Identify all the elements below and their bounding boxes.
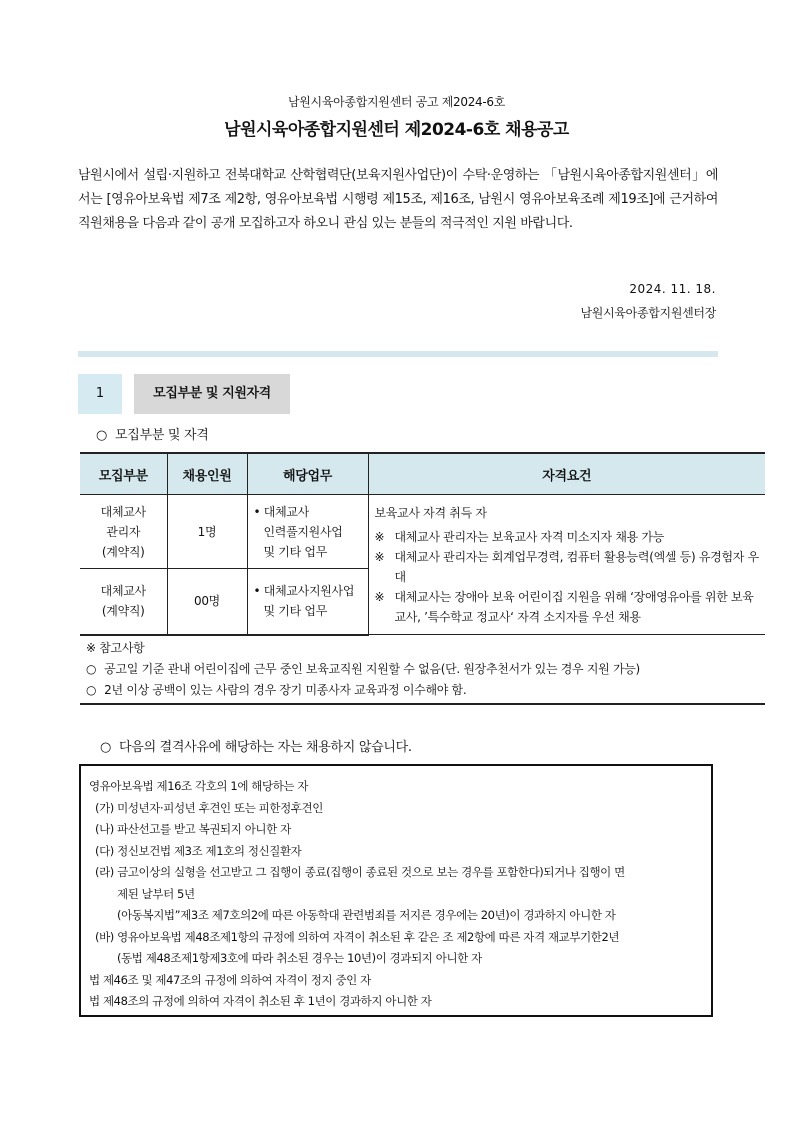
disqualification-line: (동법 제48조제1항제3호에 따라 취소된 경우는 10년)이 경과되지 아니한 자: [117, 951, 482, 965]
reference-mark-icon: ※: [374, 549, 385, 564]
disqualification-line: 법 제48조의 규정에 의하여 자격이 취소된 후 1년이 경과하지 아니한 자: [89, 994, 432, 1008]
reference-mark-icon: ※: [374, 589, 385, 604]
disqualification-line: (가) 미성년자·피성년 후견인 또는 피한정후견인: [95, 800, 323, 815]
table-row: [80, 495, 765, 569]
column-header: 해당업무: [247, 453, 368, 495]
qualification-note: ※ 대체교사는 장애아 보육 어린이집 지원을 위해 ‘장애영유아를 위한 보육교사, ’특수학교 정교사‘ 자격 소지자를 우선 채용: [375, 587, 765, 627]
circle-bullet-icon: ○: [86, 662, 97, 676]
reference-mark-icon: ※: [374, 529, 385, 544]
reference-heading: ※ 참고사항: [86, 641, 145, 655]
disqualification-line: 영유아보육법 제16조 각호의 1에 해당하는 자: [89, 779, 309, 793]
reference-item: ○ 공고일 기준 관내 어린이집에 근무 중인 보육교직원 지원할 수 없음(단. 원장추천서가 있는 경우 지원 가능): [80, 659, 765, 680]
reference-item: ○ 2년 이상 공백이 있는 사람의 경우 장기 미종사자 교육과정 이수해야 함.: [80, 680, 765, 701]
qualification-note: ※ 대체교사 관리자는 회계업무경력, 컴퓨터 활용능력(엑셀 등) 유경험자 우대: [375, 547, 765, 587]
disqualification-line: (다) 정신보건법 제3조 제1호의 정신질환자: [95, 843, 302, 858]
column-header: 자격요건: [368, 453, 765, 495]
notice-signer: 남원시육아종합지원센터장: [580, 306, 716, 320]
circle-bullet-icon: ○: [86, 683, 97, 697]
disqualification-box: [79, 764, 713, 1017]
qualification-main: 보육교사 자격 취득 자: [374, 505, 487, 520]
sub-heading-text: 모집부분 및 자격: [115, 428, 209, 443]
qualifications-cell: [368, 495, 765, 635]
disqualification-line: (라) 금고이상의 실형을 선고받고 그 집행이 종료(집행이 종료된 것으로 보는 경우를 포함한다)되거나 집행이 면: [95, 865, 625, 879]
circle-bullet-icon: ○: [96, 428, 108, 443]
sub-heading-disqualification: [100, 736, 412, 755]
qualification-note: ※ 대체교사 관리자는 보육교사 자격 미소지자 채용 가능: [375, 527, 765, 547]
notice-date: 2024. 11. 18.: [629, 282, 716, 296]
count-cell: 00명: [167, 569, 247, 635]
duty-cell: • 대체교사 인력풀지원사업 및 기타 업무: [247, 495, 368, 569]
disqualification-line: 제된 날부터 5년: [117, 886, 195, 901]
circle-bullet-icon: ○: [100, 740, 112, 755]
divider-bar: [78, 351, 718, 357]
position-cell: 대체교사 (계약직): [80, 569, 167, 635]
disqualification-line: (바) 영유아보육법 제48조제1항의 규정에 의하여 자격이 취소된 후 같은 조 제2항에 따른 자격 재교부기한2년: [95, 929, 620, 944]
disqualification-line: (아동복지법”제3조 제7호의2에 따른 아동학대 관련범죄를 저지른 경우에는 20년)이 경과하지 아니한 자: [117, 908, 616, 922]
table-header-row: [80, 453, 765, 495]
column-header: 채용인원: [167, 453, 247, 495]
page-title: 남원시육아종합지원센터 제2024-6호 채용공고: [224, 120, 569, 140]
disqualification-line: 법 제46조 및 제47조의 규정에 의하여 자격이 정지 중인 자: [89, 972, 371, 987]
notice-number: 남원시육아종합지원센터 공고 제2024-6호: [287, 95, 506, 109]
disqualification-line: (나) 파산선고를 받고 복권되지 아니한 자: [95, 822, 291, 836]
sub-heading-recruitment: [96, 424, 209, 443]
reference-notes: [80, 638, 765, 705]
column-header: 모집부분: [80, 453, 167, 495]
section-title: 모집부분 및 지원자격: [134, 374, 290, 414]
sub-heading-text: 다음의 결격사유에 해당하는 자는 채용하지 않습니다.: [119, 740, 412, 755]
duty-cell: • 대체교사지원사업 및 기타 업무: [247, 569, 368, 635]
intro-paragraph: 남원시에서 설립·지원하고 전북대학교 산학협력단(보육지원사업단)이 수탁·운영하는 「남원시육아종합지원센터」에서는 [영유아보육법 제7조 제2항, 영유아보육법 시행령 제15조, 제16조, 남원시 영유아보육조례 제19조]에 근거하여 직원채용을 다음과 같이 공개 모집하고자 하오니 관심 있는 분들의 적극적인 지원 바랍니다.: [78, 168, 718, 231]
section-number: 1: [78, 374, 122, 414]
count-cell: 1명: [167, 495, 247, 569]
recruitment-table: [80, 452, 765, 636]
position-cell: 대체교사 관리자 (계약직): [80, 495, 167, 569]
